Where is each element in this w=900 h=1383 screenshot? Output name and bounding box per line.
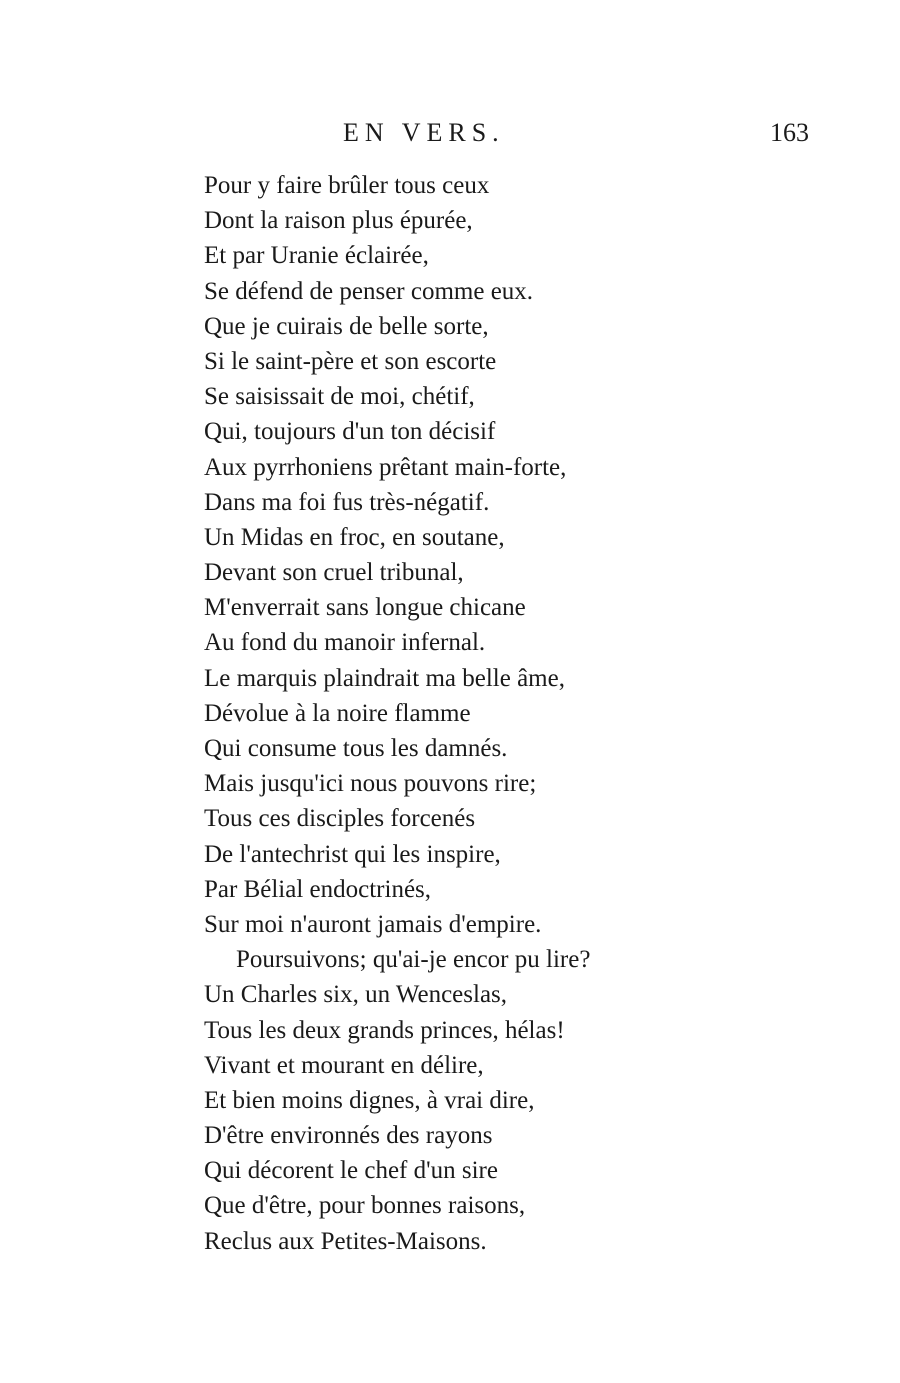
verse-line: Reclus aux Petites-Maisons. [204,1227,487,1255]
verse-line: Pour y faire brûler tous ceux [204,172,490,199]
verse-line: Qui décorent le chef d'un sire [204,1157,498,1185]
verse-line: Dans ma foi fus très-négatif. [204,488,490,516]
verse-line: Dont la raison plus épurée, [204,207,473,235]
verse-line: Mais jusqu'ici nous pouvons rire; [204,770,537,798]
verse-line: Se saisissait de moi, chétif, [204,383,475,411]
verse-block [204,168,764,1259]
verse-line: Devant son cruel tribunal, [204,559,464,587]
verse-line: Poursuivons; qu'ai-je encor pu lire? [236,946,591,974]
verse-line: De l'antechrist qui les inspire, [204,840,501,868]
verse-line: Aux pyrrhoniens prêtant main-forte, [204,453,567,481]
verse-line: Si le saint-père et son escorte [204,347,497,375]
running-head [0,118,900,158]
verse-line: Et par Uranie éclairée, [204,242,429,270]
verse-line: M'enverrait sans longue chicane [204,594,526,622]
verse-line: Dévolue à la noire flamme [204,699,471,727]
verse-line: Que d'être, pour bonnes raisons, [204,1192,526,1220]
verse-line: Au fond du manoir infernal. [204,629,486,657]
verse-line: Vivant et mourant en délire, [204,1051,484,1079]
verse-line: Par Bélial endoctrinés, [204,875,432,903]
verse-line: Tous les deux grands princes, hélas! [204,1016,565,1044]
verse-line: Qui consume tous les damnés. [204,735,508,762]
running-title: EN VERS. [343,118,505,147]
verse-line: Un Charles six, un Wenceslas, [204,981,508,1009]
verse-line: Et bien moins dignes, à vrai dire, [204,1086,535,1114]
verse-line: D'être environnés des rayons [204,1122,493,1150]
verse-line: Se défend de penser comme eux. [204,277,534,305]
verse-line: Qui, toujours d'un ton décisif [204,418,496,446]
page-number: 163 [770,118,809,147]
verse-line: Tous ces disciples forcenés [204,805,476,833]
verse-line: Que je cuirais de belle sorte, [204,312,489,340]
verse-line: Un Midas en froc, en soutane, [204,523,505,551]
verse-line: Sur moi n'auront jamais d'empire. [204,910,542,938]
verse-line: Le marquis plaindrait ma belle âme, [204,664,565,692]
